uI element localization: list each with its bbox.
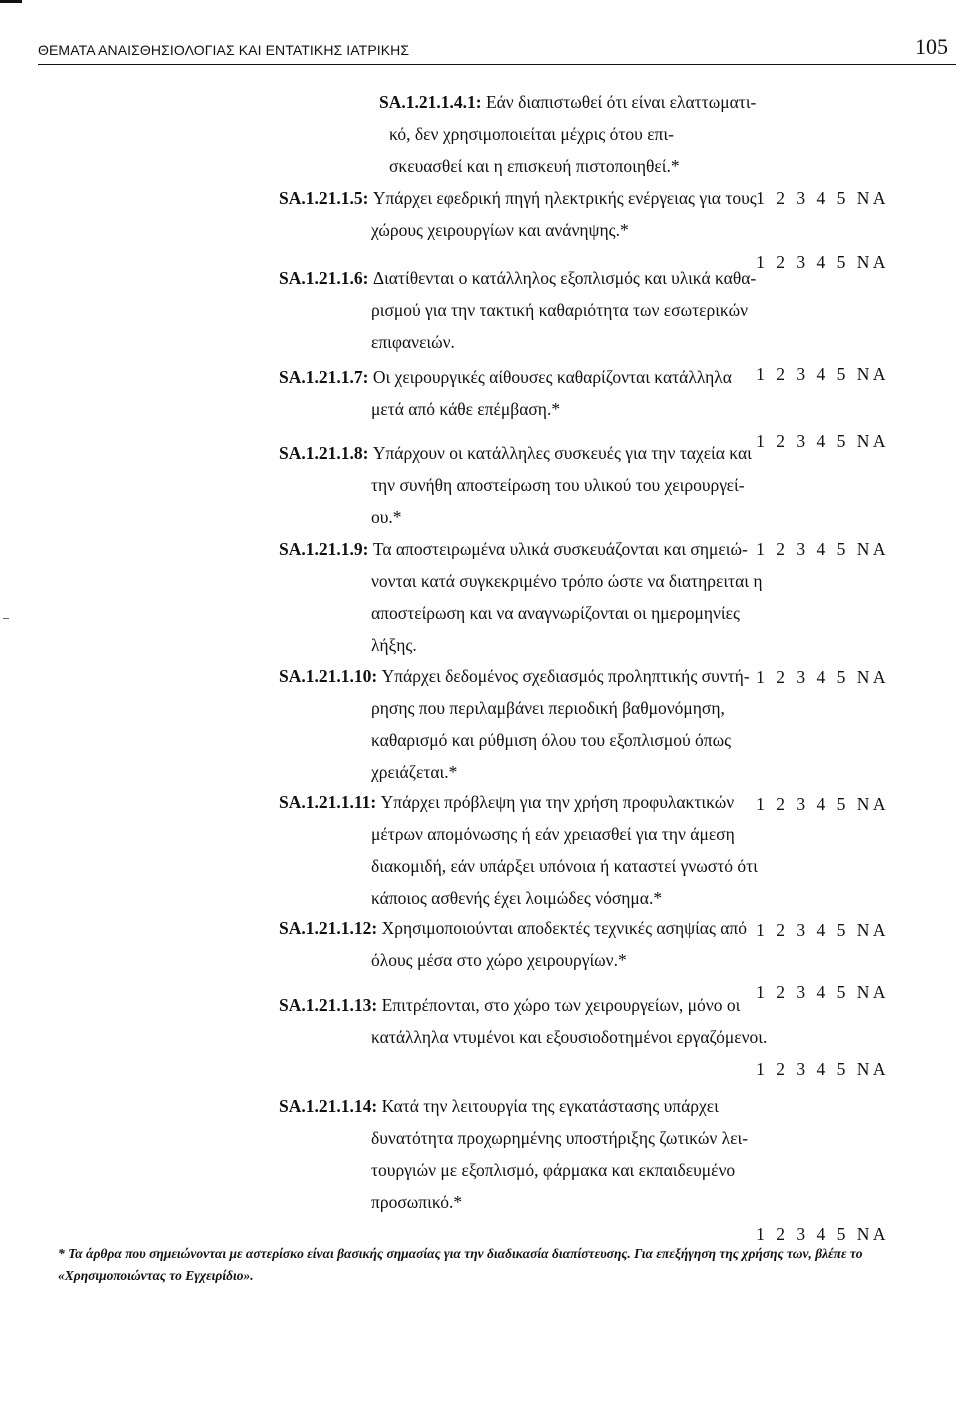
rating-scale: 1 2 3 4 5 NA	[756, 364, 889, 384]
criterion-code: SA.1.21.1.5:	[279, 188, 369, 208]
criterion-line	[279, 437, 889, 469]
criterion-code: SA.1.21.1.14:	[279, 1096, 378, 1116]
criterion-line	[279, 660, 889, 692]
criterion-line: ου.*	[371, 507, 402, 527]
rating-scale: 1 2 3 4 5 NA	[756, 982, 889, 1002]
criterion-line: δυνατότητα προχωρημένης υποστήριξης ζωτικών λει-	[371, 1128, 749, 1148]
criterion-line	[279, 182, 889, 214]
criterion-code: SA.1.21.1.11:	[279, 792, 377, 812]
criterion-text: Υπάρχει εφεδρική πηγή ηλεκτρικής ενέργειας για τους	[372, 188, 757, 208]
criterion-line: ρησης που περιλαμβάνει περιοδική βαθμονόμηση,	[371, 698, 725, 718]
running-header-title: ΘΕΜΑΤΑ ΑΝΑΙΣΘΗΣΙΟΛΟΓΙΑΣ ΚΑΙ ΕΝΤΑΤΙΚΗΣ ΙΑΤΡΙΚΗΣ	[38, 42, 410, 58]
criterion-line: λήξης.	[371, 635, 417, 655]
criterion-line	[279, 86, 889, 118]
criterion-text: Εάν διαπιστωθεί ότι είναι ελαττωματι-	[485, 92, 757, 112]
criterion-text: Υπάρχει δεδομένος σχεδιασμός προληπτικής συντή-	[381, 666, 750, 686]
criterion-code: SA.1.21.1.10:	[279, 666, 378, 686]
rating-scale: 1 2 3 4 5 NA	[756, 920, 889, 940]
rating-scale: 1 2 3 4 5 NA	[756, 1224, 889, 1244]
criterion-line: την συνήθη αποστείρωση του υλικού του χειρουργεί-	[371, 475, 745, 495]
rating-scale: 1 2 3 4 5 NA	[756, 431, 889, 451]
rating-scale: 1 2 3 4 5 NA	[756, 1059, 889, 1079]
criterion-line: μετά από κάθε επέμβαση.*	[371, 399, 561, 419]
criterion-line	[279, 262, 889, 294]
criterion-line: τουργιών με εξοπλισμό, φάρμακα και εκπαιδευμένο	[371, 1160, 736, 1180]
criterion-line: χρειάζεται.*	[371, 762, 458, 782]
criterion-code: SA.1.21.1.13:	[279, 995, 378, 1015]
criterion-text: Χρησιμοποιούνται αποδεκτές τεχνικές ασηψίας από	[381, 918, 748, 938]
criterion-line: ρισμού για την τακτική καθαριότητα των εσωτερικών	[371, 300, 749, 320]
criterion-line: προσωπικό.*	[371, 1192, 463, 1212]
criterion-line: αποστείρωση και να αναγνωρίζονται οι ημερομηνίες	[371, 603, 740, 623]
criterion-code: SA.1.21.1.9:	[279, 539, 369, 559]
criterion-text: Τα αποστειρωμένα υλικά συσκευάζονται και σημειώ-	[372, 539, 748, 559]
criterion-code: SA.1.21.1.6:	[279, 268, 369, 288]
header-rule	[38, 64, 956, 65]
criterion-code: SA.1.21.1.8:	[279, 443, 369, 463]
criterion-line: μέτρων απομόνωσης ή εάν χρειασθεί για την άμεση	[371, 824, 735, 844]
rating-scale: 1 2 3 4 5 NA	[756, 188, 889, 208]
criterion-code: SA.1.21.1.12:	[279, 918, 378, 938]
criterion-text: Υπάρχει πρόβλεψη για την χρήση προφυλακτικών	[380, 792, 735, 812]
criterion-item	[279, 1090, 889, 1250]
crop-mark	[0, 0, 22, 3]
criterion-line	[279, 786, 889, 818]
criterion-text: Κατά την λειτουργία της εγκατάστασης υπάρχει	[381, 1096, 719, 1116]
criterion-line: διακομιδή, εάν υπάρξει υπόνοια ή καταστεί γνωστό ότι	[371, 856, 758, 876]
rating-scale: 1 2 3 4 5 NA	[756, 667, 889, 687]
criterion-line: κατάλληλα ντυμένοι και εξουσιοδοτημένοι εργαζόμενοι.	[371, 1027, 768, 1047]
rating-scale: 1 2 3 4 5 NA	[756, 794, 889, 814]
criterion-code: SA.1.21.1.7:	[279, 367, 369, 387]
criterion-line	[279, 912, 889, 944]
criterion-line: κάποιος ασθενής έχει λοιμώδες νόσημα.*	[371, 888, 663, 908]
page-number: 105	[915, 34, 948, 59]
rating-scale: 1 2 3 4 5 NA	[756, 252, 889, 272]
criterion-line: χώρους χειρουργίων και ανάνηψης.*	[371, 220, 629, 240]
page-header	[38, 34, 956, 64]
footnote: * Τα άρθρα που σημειώνονται με αστερίσκο είναι βασικής σημασίας για την διαδικασία διαπίστευσης. Για επεξήγηση της χρήσης των, βλέπε το «Χρησιμοποιώντας το Εγχειρίδιο».	[58, 1246, 863, 1283]
criterion-line: σκευασθεί και η επισκευή πιστοποιηθεί.*	[389, 156, 680, 176]
criterion-text: Υπάρχουν οι κατάλληλες συσκευές για την ταχεία και	[372, 443, 752, 463]
criterion-line: επιφανειών.	[371, 332, 455, 352]
criterion-text: Διατίθενται ο κατάλληλος εξοπλισμός και υλικά καθα-	[372, 268, 757, 288]
criterion-text: Οι χειρουργικές αίθουσες καθαρίζονται κατάλληλα	[372, 367, 732, 387]
criterion-item	[279, 989, 889, 1085]
criterion-line: καθαρισμό και ρύθμιση όλου του εξοπλισμού όπως	[371, 730, 732, 750]
criterion-line	[279, 1090, 889, 1122]
criterion-code: SA.1.21.1.4.1:	[379, 92, 482, 112]
rating-scale: 1 2 3 4 5 NA	[756, 539, 889, 559]
criterion-line: όλους μέσα στο χώρο χειρουργίων.*	[371, 950, 627, 970]
criterion-line: κό, δεν χρησιμοποιείται μέχρις ότου επι-	[389, 124, 674, 144]
criterion-line: νονται κατά συγκεκριμένο τρόπο ώστε να διατηρειται η	[371, 571, 763, 591]
criterion-line	[279, 361, 889, 393]
criterion-text: Επιτρέπονται, στο χώρο των χειρουργείων, μόνο οι	[381, 995, 741, 1015]
criterion-line	[279, 989, 889, 1021]
criterion-line	[279, 533, 889, 565]
margin-mark	[3, 618, 9, 619]
